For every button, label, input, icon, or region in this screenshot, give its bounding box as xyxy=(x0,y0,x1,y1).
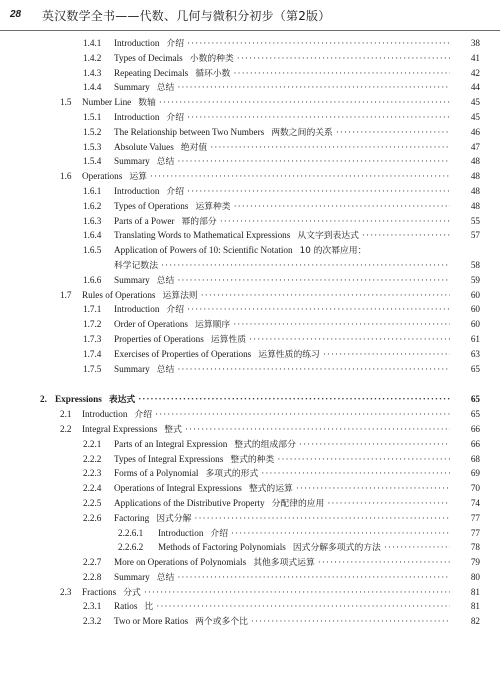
toc-entry-chinese-title: 因式分解多项式的方法 xyxy=(292,543,381,554)
toc-entry-number: 1.6.3 xyxy=(83,215,102,226)
toc-entry-chinese-title: 绝对值 xyxy=(180,142,208,153)
dot-leader xyxy=(249,332,450,347)
dot-leader xyxy=(237,51,450,66)
toc-entry[interactable] xyxy=(0,36,500,51)
toc-entry-number: 1.7.1 xyxy=(83,304,102,315)
dot-leader xyxy=(384,540,450,555)
toc-entry-number: 1.4.2 xyxy=(83,52,102,63)
toc-entry[interactable] xyxy=(0,526,500,541)
toc-entry-page-number: 63 xyxy=(470,348,480,359)
toc-entry-number: 2.2.2 xyxy=(83,453,102,464)
dot-leader xyxy=(299,437,450,452)
dot-leader xyxy=(187,36,450,51)
toc-entry-number: 2.2.6.2 xyxy=(118,542,144,553)
toc-entry-title: Order of Operations xyxy=(114,319,188,330)
toc-entry-chinese-title: 介绍 xyxy=(166,305,185,316)
toc-entry[interactable] xyxy=(0,184,500,199)
toc-entry-page-number: 57 xyxy=(470,230,480,241)
toc-entry-title: Introduction xyxy=(114,111,160,122)
toc-entry-chinese-title: 总结 xyxy=(156,157,175,168)
table-of-contents xyxy=(0,36,500,629)
toc-entry-number: 2.2.6 xyxy=(83,512,102,523)
toc-entry[interactable] xyxy=(0,140,500,155)
toc-entry-title: Factoring xyxy=(114,512,150,523)
toc-entry-chinese-title: 介绍 xyxy=(210,528,229,539)
toc-entry[interactable] xyxy=(0,125,500,140)
toc-entry-page-number: 48 xyxy=(470,171,480,182)
toc-entry-chinese-title: 幂的部分 xyxy=(181,216,217,227)
toc-entry-chinese-title: 整式的种类 xyxy=(230,454,275,465)
toc-entry-page-number: 45 xyxy=(470,97,480,108)
toc-entry-page-number: 38 xyxy=(470,38,480,48)
toc-entry-continuation: 科学记数法 xyxy=(114,260,158,271)
toc-entry-title: Integral Expressions xyxy=(82,423,158,434)
toc-entry[interactable] xyxy=(0,332,500,347)
toc-entry[interactable] xyxy=(0,496,500,511)
toc-entry-chinese-title: 整式的组成部分 xyxy=(234,439,296,450)
dot-leader xyxy=(177,154,450,169)
toc-entry-title: Summary xyxy=(114,274,150,285)
toc-entry[interactable] xyxy=(0,466,500,481)
toc-entry-chinese-title: 循环小数 xyxy=(195,68,231,79)
toc-entry-chinese-title: 运算 xyxy=(129,172,147,183)
toc-entry[interactable] xyxy=(0,214,500,229)
toc-entry-chinese-title: 从文字到表达式 xyxy=(297,231,359,242)
toc-entry-chinese-title: 分配律的应用 xyxy=(271,498,325,509)
toc-entry-title: Operations of Integral Expressions xyxy=(114,483,242,494)
toc-entry-chinese-title: 两数之间的关系 xyxy=(271,127,333,138)
toc-entry-number: 1.5 xyxy=(60,97,72,108)
toc-entry-page-number: 46 xyxy=(470,126,480,137)
toc-entry-chinese-title: 数轴 xyxy=(138,98,156,109)
toc-entry-chinese-title: 总结 xyxy=(156,83,175,94)
dot-leader xyxy=(296,481,450,496)
toc-entry-number: 1.6.4 xyxy=(83,230,102,241)
toc-entry-title: Introduction xyxy=(114,185,160,196)
dot-leader xyxy=(231,526,450,541)
page-number: 28 xyxy=(10,9,22,20)
toc-entry[interactable] xyxy=(0,599,500,614)
toc-entry-title: Absolute Values xyxy=(114,141,174,152)
dot-leader xyxy=(138,392,450,407)
toc-entry-chinese-title: 两个或多个比 xyxy=(195,617,248,628)
toc-entry[interactable] xyxy=(0,585,500,600)
toc-entry-title: Types of Operations xyxy=(114,200,189,211)
toc-entry-number: 1.6 xyxy=(60,171,72,182)
toc-entry[interactable] xyxy=(0,437,500,452)
toc-entry[interactable] xyxy=(0,452,500,467)
toc-entry-title: Repeating Decimals xyxy=(114,67,189,78)
toc-entry-page-number: 47 xyxy=(470,141,480,152)
toc-entry-title: Number Line xyxy=(82,97,132,108)
toc-entry-page-number: 48 xyxy=(470,156,480,167)
toc-entry-number: 1.7 xyxy=(60,289,72,300)
toc-entry-number: 1.7.4 xyxy=(83,348,102,359)
toc-entry-title: Rules of Operations xyxy=(82,289,156,300)
toc-entry-chinese-title: 分式 xyxy=(123,587,141,598)
toc-entry-page-number: 42 xyxy=(470,67,480,78)
toc-entry[interactable] xyxy=(0,570,500,585)
toc-entry-number: 2.3.1 xyxy=(83,601,102,612)
toc-entry[interactable] xyxy=(0,288,500,303)
toc-entry-chinese-title: 介绍 xyxy=(166,112,185,123)
toc-entry-chinese-title: 总结 xyxy=(156,275,175,286)
toc-entry-chinese-title: 小数的种类 xyxy=(189,53,234,64)
toc-entry-title: Two or More Ratios xyxy=(114,616,189,627)
toc-entry-title: Forms of a Polynomial xyxy=(114,468,199,479)
toc-entry-number: 1.6.6 xyxy=(83,274,102,285)
toc-entry-title: Summary xyxy=(114,82,150,93)
toc-entry-page-number: 66 xyxy=(470,438,480,449)
toc-entry-page-number: 44 xyxy=(470,82,480,93)
toc-entry-chinese-title: 整式的运算 xyxy=(248,484,293,495)
toc-entry[interactable] xyxy=(0,80,500,95)
dot-leader xyxy=(201,288,450,303)
toc-entry-number: 1.7.3 xyxy=(83,333,102,344)
toc-entry-chinese-title: 比 xyxy=(144,602,154,613)
toc-entry-page-number: 41 xyxy=(470,52,480,63)
toc-entry-chinese-title: 运算性质 xyxy=(210,334,247,345)
dot-leader xyxy=(327,496,450,511)
toc-entry-number: 2.1 xyxy=(60,409,72,420)
toc-entry[interactable] xyxy=(0,407,500,422)
toc-entry-title: Methods of Factoring Polynomials xyxy=(158,542,286,553)
toc-entry-page-number: 69 xyxy=(470,468,480,479)
book-title: 英汉数学全书——代数、几何与微积分初步（第2版） xyxy=(42,9,331,23)
toc-entry-page-number: 79 xyxy=(470,557,480,568)
toc-entry[interactable] xyxy=(0,362,500,377)
toc-entry-title: Applications of the Distributive Property xyxy=(114,497,265,508)
section-gap xyxy=(0,376,500,392)
toc-entry-title: Types of Integral Expressions xyxy=(114,453,224,464)
toc-entry-number: 1.4.1 xyxy=(83,38,102,48)
toc-entry-title: Translating Words to Mathematical Expressions xyxy=(114,230,291,241)
dot-leader xyxy=(177,80,450,95)
toc-entry-title: Introduction xyxy=(114,38,160,48)
toc-entry[interactable] xyxy=(0,95,500,110)
dot-leader xyxy=(261,466,450,481)
toc-entry[interactable] xyxy=(0,481,500,496)
toc-entry-number: 1.7.2 xyxy=(83,319,102,330)
toc-entry-number: 2.2.6.1 xyxy=(118,527,144,538)
toc-entry-page-number: 81 xyxy=(470,586,480,597)
toc-entry-number: 2.2 xyxy=(60,423,72,434)
toc-entry[interactable] xyxy=(0,614,500,629)
toc-entry-chinese-title: 多项式的形式 xyxy=(205,469,259,480)
dot-leader xyxy=(177,570,450,585)
dot-leader xyxy=(156,599,450,614)
toc-entry-page-number: 80 xyxy=(470,571,480,582)
toc-entry-page-number: 60 xyxy=(470,319,480,330)
toc-entry-number: 2.2.8 xyxy=(83,571,102,582)
toc-entry-number: 1.6.1 xyxy=(83,185,102,196)
toc-entry-number: 2.2.5 xyxy=(83,497,102,508)
toc-entry-number: 2.2.7 xyxy=(83,557,102,568)
toc-entry-title: Fractions xyxy=(82,586,117,597)
toc-entry-chinese-title: 介绍 xyxy=(134,410,153,421)
toc-entry-page-number: 68 xyxy=(470,453,480,464)
toc-entry-number: 1.4.4 xyxy=(83,82,102,93)
running-header xyxy=(0,0,500,31)
toc-entry[interactable] xyxy=(0,511,500,526)
toc-entry-title: Summary xyxy=(114,156,150,167)
toc-entry-page-number: 81 xyxy=(470,601,480,612)
toc-entry-number: 1.5.4 xyxy=(83,156,102,167)
toc-entry-title: Summary xyxy=(114,363,150,374)
toc-entry[interactable] xyxy=(0,243,500,273)
toc-entry-number: 1.6.2 xyxy=(83,200,102,211)
toc-entry[interactable] xyxy=(0,228,500,243)
toc-entry-number: 2.3 xyxy=(60,586,72,597)
toc-entry[interactable] xyxy=(0,555,500,570)
toc-entry-title: Introduction xyxy=(82,409,128,420)
toc-entry-title: Summary xyxy=(114,571,150,582)
toc-entry-chinese-title: 运算种类 xyxy=(195,201,231,212)
toc-entry-title: Introduction xyxy=(114,304,160,315)
dot-leader xyxy=(187,110,450,125)
toc-entry-number: 1.5.2 xyxy=(83,126,102,137)
dot-leader xyxy=(323,347,450,362)
toc-entry-page-number: 60 xyxy=(470,304,480,315)
dot-leader xyxy=(234,199,450,214)
toc-entry-chinese-title: 运算性质的练习 xyxy=(258,349,320,360)
toc-entry-number: 1.7.5 xyxy=(83,363,102,374)
toc-entry-page-number: 77 xyxy=(470,527,480,538)
toc-entry[interactable] xyxy=(0,422,500,437)
toc-entry-title: Introduction xyxy=(158,527,204,538)
toc-entry-page-number: 66 xyxy=(470,423,480,434)
dot-leader xyxy=(336,125,450,140)
toc-entry-page-number: 45 xyxy=(470,111,480,122)
toc-entry[interactable] xyxy=(0,347,500,362)
toc-entry[interactable] xyxy=(0,317,500,332)
toc-entry[interactable] xyxy=(0,66,500,81)
toc-entry-page-number: 58 xyxy=(470,259,480,270)
toc-entry-page-number: 48 xyxy=(470,200,480,211)
toc-entry[interactable] xyxy=(0,302,500,317)
dot-leader xyxy=(251,614,450,629)
toc-entry-chinese-title: 其他多项式运算 xyxy=(253,558,315,569)
toc-entry-page-number: 61 xyxy=(470,333,480,344)
toc-entry-page-number: 55 xyxy=(470,215,480,226)
toc-entry-title: Types of Decimals xyxy=(114,52,183,63)
toc-entry-title: Ratios xyxy=(114,601,138,612)
toc-entry-title: More on Operations of Polynomials xyxy=(114,557,247,568)
toc-entry-chinese-title: 介绍 xyxy=(166,39,185,49)
toc-entry-page-number: 65 xyxy=(470,394,480,405)
toc-entry-page-number: 60 xyxy=(470,289,480,300)
toc-entry-number: 2.2.3 xyxy=(83,468,102,479)
toc-entry-title: Operations xyxy=(82,171,123,182)
toc-entry-page-number: 70 xyxy=(470,483,480,494)
toc-entry-title: Parts of a Power xyxy=(114,215,175,226)
toc-entry-number: 2. xyxy=(40,394,47,405)
toc-entry-number: 1.6.5 xyxy=(83,245,102,256)
dot-leader xyxy=(161,258,450,273)
toc-entry-number: 2.3.2 xyxy=(83,616,102,627)
dot-leader xyxy=(187,184,450,199)
toc-entry-chinese-title: 运算法则 xyxy=(162,290,198,301)
toc-entry[interactable] xyxy=(0,110,500,125)
toc-entry-chinese-title: 10 的次幂应用： xyxy=(299,246,367,257)
dot-leader xyxy=(210,140,450,155)
toc-entry-number: 1.5.1 xyxy=(83,111,102,122)
toc-entry[interactable] xyxy=(0,51,500,66)
toc-entry-page-number: 82 xyxy=(470,616,480,627)
dot-leader xyxy=(233,317,450,332)
toc-entry-page-number: 59 xyxy=(470,274,480,285)
dot-leader xyxy=(233,66,450,81)
dot-leader xyxy=(144,585,450,600)
toc-entry-number: 2.2.4 xyxy=(83,483,102,494)
dot-leader xyxy=(194,511,450,526)
dot-leader xyxy=(277,452,450,467)
toc-entry-chinese-title: 运算顺序 xyxy=(195,320,231,331)
dot-leader xyxy=(362,228,450,243)
dot-leader xyxy=(187,302,450,317)
toc-entry-chinese-title: 总结 xyxy=(156,364,175,375)
toc-entry-title: Application of Powers of 10: Scientific Notation xyxy=(114,245,293,256)
dot-leader xyxy=(185,422,450,437)
toc-entry-title: Exercises of Properties of Operations xyxy=(114,348,252,359)
dot-leader xyxy=(220,214,450,229)
toc-entry-chinese-title: 因式分解 xyxy=(156,513,192,524)
toc-entry[interactable] xyxy=(0,273,500,288)
toc-entry[interactable] xyxy=(0,169,500,184)
toc-entry-page-number: 78 xyxy=(470,542,480,553)
toc-entry-title: The Relationship between Two Numbers xyxy=(114,126,265,137)
toc-entry-number: 1.4.3 xyxy=(83,67,102,78)
toc-entry-number: 2.2.1 xyxy=(83,438,102,449)
toc-entry-page-number: 65 xyxy=(470,409,480,420)
toc-entry[interactable] xyxy=(0,199,500,214)
toc-entry-chinese-title: 整式 xyxy=(164,424,182,435)
toc-entry-title: Properties of Operations xyxy=(114,333,204,344)
toc-entry-chinese-title: 介绍 xyxy=(166,186,185,197)
dot-leader xyxy=(150,169,450,184)
toc-entry[interactable] xyxy=(0,392,500,407)
toc-entry-page-number: 74 xyxy=(470,497,480,508)
toc-entry-title: Expressions xyxy=(55,394,102,405)
toc-entry-title: Parts of an Integral Expression xyxy=(114,438,228,449)
dot-leader xyxy=(159,95,450,110)
dot-leader xyxy=(177,362,450,377)
dot-leader xyxy=(177,273,450,288)
toc-entry-page-number: 65 xyxy=(470,363,480,374)
toc-entry-number: 1.5.3 xyxy=(83,141,102,152)
toc-entry[interactable] xyxy=(0,540,500,555)
toc-entry-chinese-title: 总结 xyxy=(156,572,175,583)
dot-leader xyxy=(155,407,450,422)
toc-entry-chinese-title: 表达式 xyxy=(108,395,136,406)
toc-entry-page-number: 48 xyxy=(470,185,480,196)
toc-entry-page-number: 77 xyxy=(470,512,480,523)
toc-entry[interactable] xyxy=(0,154,500,169)
dot-leader xyxy=(318,555,450,570)
